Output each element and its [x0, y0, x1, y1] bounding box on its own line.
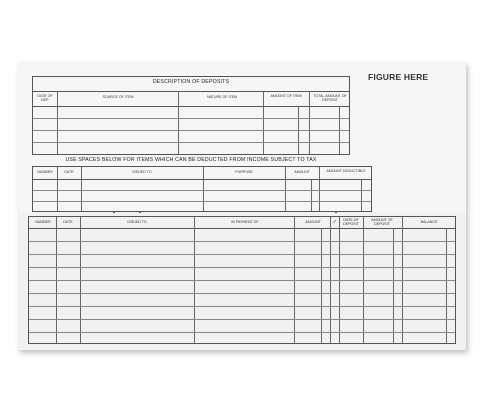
- deductible-col-amount: AMOUNT: [294, 170, 310, 174]
- deposits-col-date: DATE OF DEP.: [37, 94, 53, 102]
- deposits-table: [32, 76, 350, 155]
- deductible-title: USE SPACES BELOW FOR ITEMS WHICH CAN BE DEDUCTED FROM INCOME SUBJECT TO TAX: [65, 157, 317, 163]
- register-col-payment: IN PAYMENT OF: [231, 220, 259, 224]
- register-table: [28, 216, 456, 344]
- deductible-col-deductible: AMOUNT DEDUCTIBLE: [326, 169, 366, 173]
- register-col-number: NUMBER: [35, 220, 51, 224]
- register-col-balance: BALANCE: [420, 220, 438, 224]
- deductible-col-number: NUMBER: [37, 170, 53, 174]
- figure-here-label: FIGURE HERE: [368, 72, 429, 82]
- deposits-col-total: TOTAL AMOUNT OF DEPOSIT: [313, 94, 347, 102]
- deductible-col-issued: ISSUED TO: [132, 170, 152, 174]
- deductible-col-purpose: PURPOSE: [235, 170, 253, 174]
- deductible-col-date: DATE: [64, 170, 74, 174]
- register-col-issued: ISSUED TO: [127, 220, 147, 224]
- deposits-col-source: SOURCE OF ITEM: [102, 95, 134, 99]
- register-col-amount: AMOUNT: [305, 220, 321, 224]
- check-register-sheet: [18, 62, 466, 350]
- deposits-col-amount: AMOUNT OF ITEM: [270, 94, 302, 98]
- register-col-deposit-date: DATE OF DEPOSIT: [343, 218, 359, 226]
- lower-page: [18, 212, 466, 350]
- deposits-title: DESCRIPTION OF DEPOSITS: [152, 79, 230, 85]
- register-col-deposit-amount: AMOUNT OF DEPOSIT: [371, 218, 393, 226]
- register-col-date: DATE: [63, 220, 73, 224]
- deposits-col-nature: NATURE OF ITEM: [206, 95, 238, 99]
- upper-page: [18, 62, 466, 213]
- deductible-table: [32, 166, 372, 212]
- register-col-check: ✓: [332, 219, 338, 225]
